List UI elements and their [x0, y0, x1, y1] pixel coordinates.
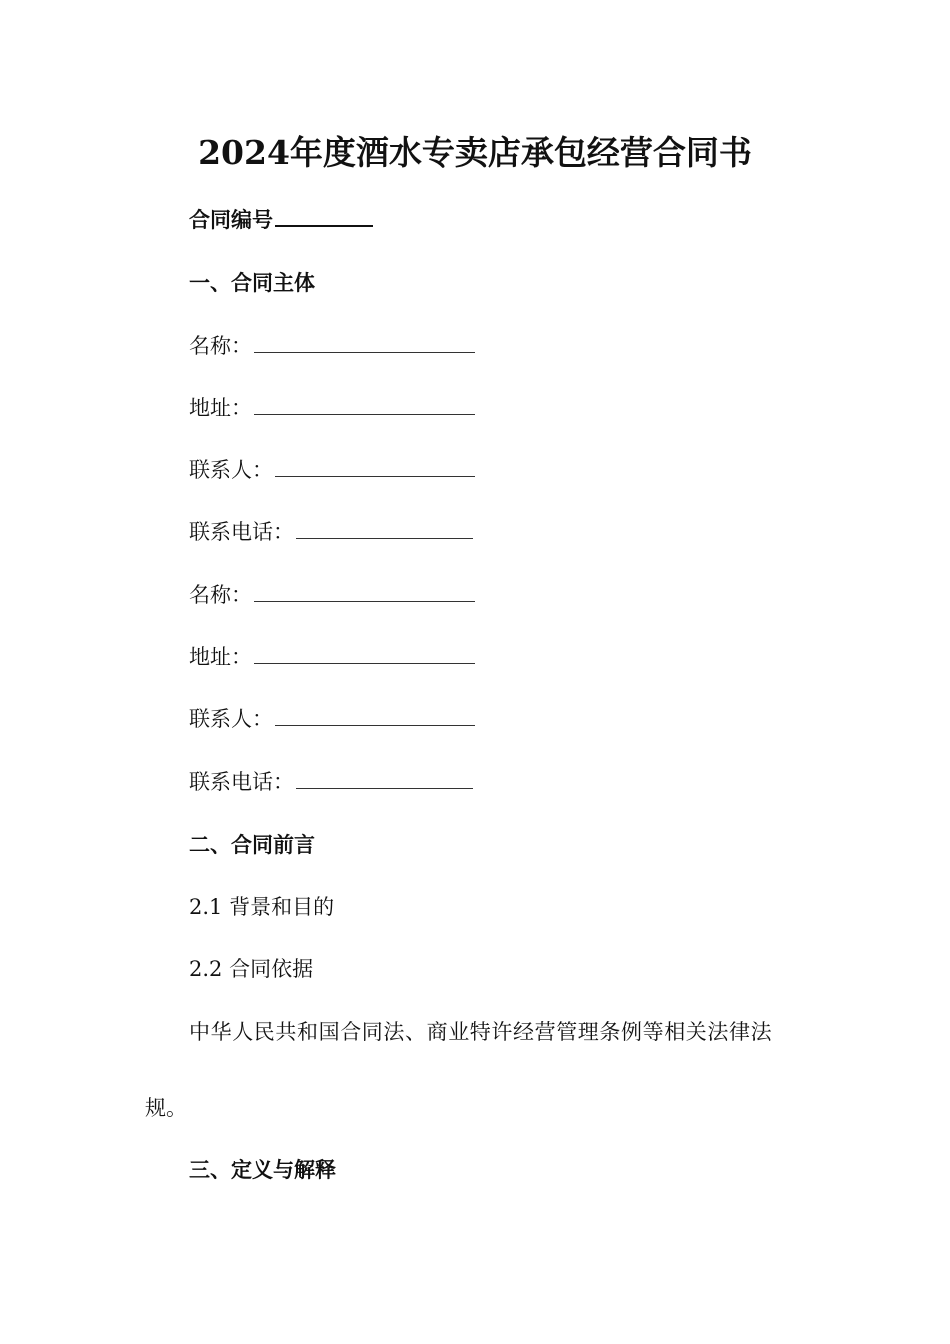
contract-number-blank[interactable] [275, 205, 373, 227]
contract-number-row [189, 205, 373, 235]
party-b-contact-label: 联系人： [189, 707, 273, 731]
party-b-address-row [189, 642, 475, 672]
section-heading-definitions: 三、定义与解释 [189, 1157, 336, 1182]
party-a-contact-row [189, 455, 475, 485]
contract-number-label: 合同编号 [189, 207, 273, 232]
section-heading-preamble: 二、合同前言 [189, 832, 315, 857]
party-a-phone-row [189, 517, 473, 547]
preamble-paragraph-line-1: 中华人民共和国合同法、商业特许经营管理条例等相关法律法 [189, 1020, 773, 1044]
document-title: 2024年度酒水专卖店承包经营合同书 [198, 133, 752, 172]
party-b-phone-blank[interactable] [296, 768, 473, 789]
party-b-contact-row [189, 704, 475, 734]
party-b-address-blank[interactable] [254, 643, 475, 664]
party-a-phone-blank[interactable] [296, 518, 473, 539]
party-a-address-blank[interactable] [254, 394, 475, 415]
party-b-address-label: 地址： [189, 645, 252, 669]
party-b-name-row [189, 580, 475, 610]
preamble-paragraph-line-2: 规。 [145, 1096, 187, 1120]
preamble-item-background: 2.1 背景和目的 [189, 895, 335, 919]
party-a-address-label: 地址： [189, 396, 252, 420]
party-b-contact-blank[interactable] [275, 705, 475, 726]
party-b-phone-label: 联系电话： [189, 770, 294, 794]
party-a-contact-label: 联系人： [189, 458, 273, 482]
party-b-phone-row [189, 767, 473, 797]
party-a-name-row [189, 331, 475, 361]
party-a-phone-label: 联系电话： [189, 520, 294, 544]
party-a-name-label: 名称： [189, 334, 252, 358]
party-b-name-label: 名称： [189, 583, 252, 607]
party-a-contact-blank[interactable] [275, 456, 475, 477]
preamble-item-basis: 2.2 合同依据 [189, 957, 314, 981]
section-heading-parties: 一、合同主体 [189, 270, 315, 295]
party-a-name-blank[interactable] [254, 332, 475, 353]
party-a-address-row [189, 393, 475, 423]
party-b-name-blank[interactable] [254, 581, 475, 602]
